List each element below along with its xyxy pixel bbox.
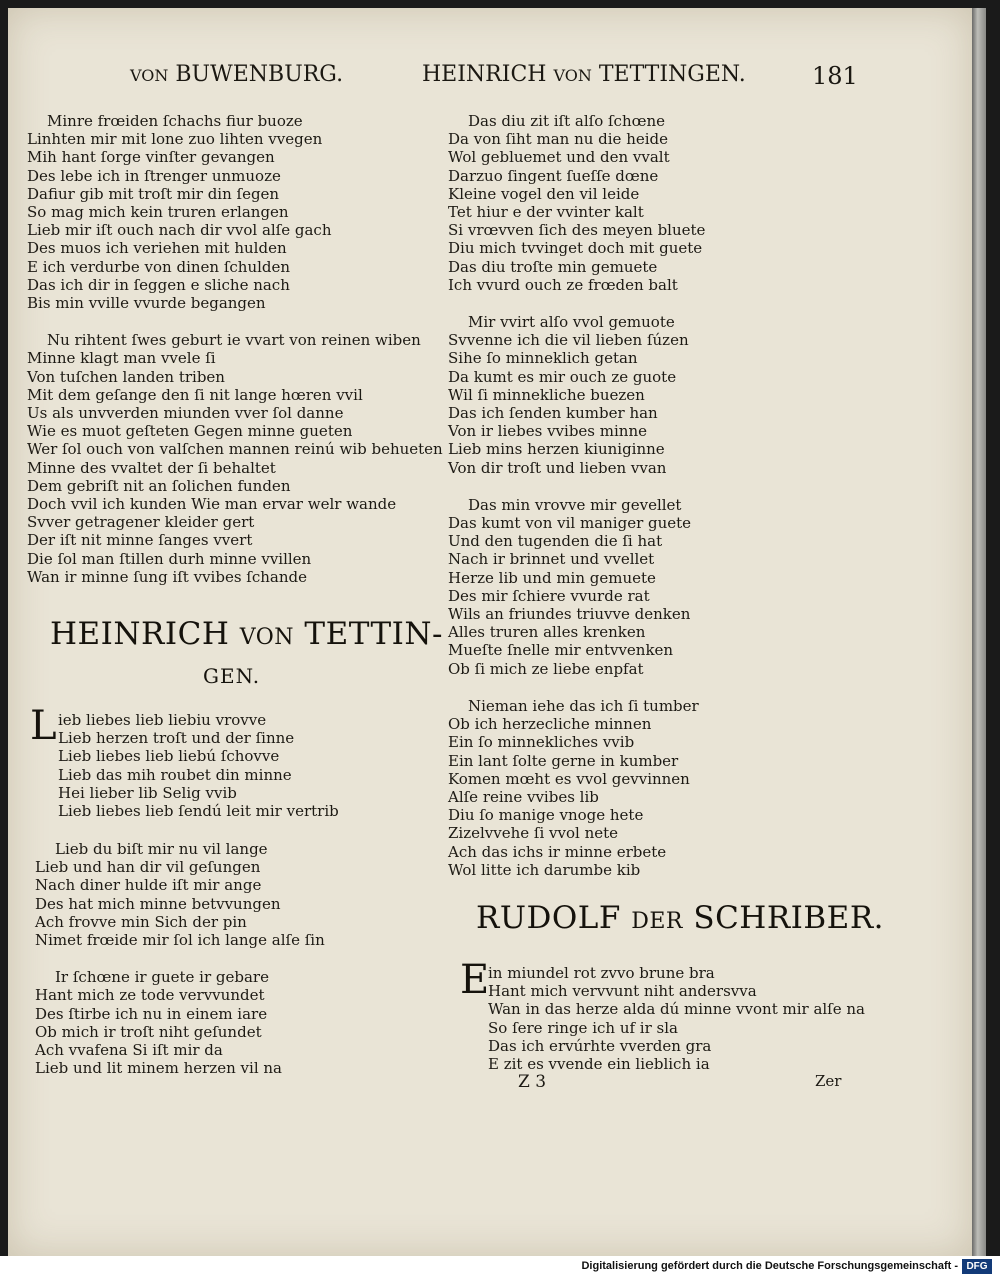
verse-line: Minne klagt man vvele ſi	[27, 349, 216, 368]
verse-line: Von ir liebes vvibes minne	[448, 422, 647, 441]
verse-line: Ach frovve min Sich der pin	[35, 912, 247, 931]
verse-line: Wol gebluemet und den vvalt	[448, 148, 670, 167]
verse-line: Ob mich ir troſt niht geſundet	[35, 1022, 262, 1041]
running-head-center-last: TETTINGEN.	[598, 62, 746, 87]
verse-line: Lieb mins herzen kiuniginne	[448, 440, 665, 459]
running-head-left-prefix: VON	[130, 66, 169, 85]
verse-line: Da von ſiht man nu die heide	[448, 130, 669, 149]
verse-line: Des lebe ich in ſtrenger unmuoze	[27, 166, 281, 185]
verse-line: So mag mich kein truren erlangen	[27, 203, 289, 222]
verse-line: Linhten mir mit lone zuo lihten vvegen	[27, 130, 323, 149]
signature-mark: Z 3	[518, 1072, 547, 1092]
dropcap-e: E	[460, 957, 490, 1003]
verse-line: Ach vvafena Si iſt mir da	[35, 1041, 223, 1060]
verse-line: Hei lieber lib Selig vvib	[58, 783, 237, 802]
dfg-logo: DFG	[962, 1259, 992, 1274]
right-stanza-2	[448, 313, 705, 477]
title-first: HEINRICH	[50, 616, 230, 652]
verse-line: Das diu zit iſt alſo ſchœne	[468, 112, 665, 130]
verse-line: Dem gebriſt nit an ſolichen funden	[27, 476, 291, 495]
verse-line: Minne des vvaltet der ſi behaltet	[27, 458, 276, 477]
verse-line: Das ich dir in ſeggen e sliche nach	[27, 275, 290, 294]
footer-bar	[0, 1256, 1000, 1278]
verse-line: Wils an friundes triuvve denken	[448, 605, 691, 624]
verse-line: Mit dem geſange den ſi nit lange hœren vvil	[27, 385, 363, 404]
verse-line: Minre frœiden ſchachs fiur buoze	[47, 112, 303, 130]
verse-line: Und den tugenden die ſi hat	[448, 532, 663, 551]
title-last: TETTIN-	[304, 616, 443, 652]
page-number: 181	[812, 62, 858, 90]
footer-credit: Digitalisierung gefördert durch die Deutsche Forschungsgemeinschaft -	[581, 1260, 958, 1272]
verse-line: Us als unvverden miunden vver ſol danne	[27, 404, 344, 423]
verse-line: Lieb mir iſt ouch nach dir vvol alſe gach	[27, 221, 332, 240]
left-column-lower	[35, 840, 325, 1096]
verse-line: Wan in das herze alda dú minne vvont mir alſe na	[488, 1000, 865, 1019]
left-column-upper	[27, 112, 443, 605]
verse-line: Da kumt es mir ouch ze guote	[448, 367, 677, 386]
page-edge	[972, 8, 986, 1256]
section-title-continuation: GEN.	[203, 664, 261, 688]
running-head-center	[422, 62, 746, 87]
verse-line: Nimet frœide mir ſol ich lange alſe ſin	[35, 931, 325, 950]
verse-line: Das ich ervúrhte vverden gra	[488, 1036, 712, 1055]
verse-line: Zizelvvehe ſi vvol nete	[448, 824, 619, 843]
title-rudolf-der: DER	[631, 909, 683, 934]
verse-line: Wie es muot geſteten Gegen minne gueten	[27, 422, 353, 441]
catchword: Zer	[815, 1072, 842, 1090]
verse-line: Komen mœht es vvol gevvinnen	[448, 769, 690, 788]
right-stanza-3	[448, 496, 705, 678]
verse-line: Kleine vogel den vil leide	[448, 184, 640, 203]
verse-line: Des hat mich minne betvvungen	[35, 894, 281, 913]
verse-line: Svver getragener kleider gert	[27, 513, 255, 532]
running-head-left-name: BUWENBURG.	[175, 62, 344, 87]
verse-line: Mih hant ſorge vinſter gevangen	[27, 148, 275, 167]
verse-line: Lieb du biſt mir nu vil lange	[55, 840, 268, 858]
verse-line: Diu ſo manige vnoge hete	[448, 806, 644, 825]
verse-line: Sihe ſo minneklich getan	[448, 349, 638, 368]
right-column	[448, 112, 705, 898]
verse-line: Das kumt von vil maniger guete	[448, 514, 692, 533]
verse-line: Wil ſi minnekliche buezen	[448, 385, 645, 404]
dropcap-l: L	[30, 703, 57, 749]
verse-line: Das min vrovve mir gevellet	[468, 495, 682, 514]
verse-line: Lieb und han dir vil geſungen	[35, 858, 261, 877]
verse-line: E zit es vvende ein lieblich ia	[488, 1055, 710, 1074]
verse-line: Lieb herzen troſt und der ſinne	[58, 729, 295, 748]
verse-line: Bis min vville vvurde begangen	[27, 294, 266, 313]
left-stanza-2	[27, 331, 443, 586]
running-head-center-first: HEINRICH	[422, 62, 547, 87]
verse-line: Ob ſi mich ze liebe enpfat	[448, 659, 644, 678]
verse-line: Nach diner hulde iſt mir ange	[35, 876, 262, 895]
verse-line: Lieb liebes lieb liebú ſchovve	[58, 747, 280, 766]
verse-line: Nach ir brinnet und vvellet	[448, 550, 655, 569]
title-rudolf-last: SCHRIBER.	[693, 900, 885, 936]
verse-line: Diu mich tvvinget doch mit guete	[448, 239, 703, 258]
verse-line: Darzuo ſingent ſueſſe dœne	[448, 166, 659, 185]
verse-line: Des ſtirbe ich nu in einem iare	[35, 1004, 268, 1023]
verse-line: Ob ich herzecliche minnen	[448, 715, 652, 734]
verse-line: Hant mich ze tode vervvundet	[35, 986, 265, 1005]
verse-line: Hant mich vervvunt niht andersvva	[488, 982, 757, 1001]
right-stanza-4	[448, 697, 705, 879]
section-title-rudolf	[476, 900, 884, 936]
verse-line: So ſere ringe ich uf ir sla	[488, 1018, 678, 1037]
verse-line: Mir vvirt alſo vvol gemuote	[468, 313, 675, 332]
verse-line: Tet hiur e der vvinter kalt	[448, 203, 644, 222]
verse-line: Ein ſo minnekliches vvib	[448, 733, 635, 752]
title-von: VON	[239, 625, 295, 650]
verse-line: in miundel rot zvvo brune bra	[488, 964, 715, 982]
verse-line: Alſe reine vvibes lib	[448, 787, 599, 806]
left-stanza-1	[27, 112, 443, 312]
verse-line: Si vrœvven ſich des meyen bluete	[448, 221, 706, 240]
verse-line: Alles truren alles krenken	[448, 623, 646, 642]
verse-line: Nu rihtent ſwes geburt ie vvart von reinen wiben	[47, 331, 421, 350]
verse-line: Von dir troſt und lieben vvan	[448, 458, 667, 477]
verse-line: Mueſte ſnelle mir entvvenken	[448, 641, 674, 660]
verse-line: Herze lib und min gemuete	[448, 568, 656, 587]
left-column-lower-first	[58, 711, 339, 839]
verse-line: Dafiur gib mit troſt mir din ſegen	[27, 184, 280, 203]
verse-line: Wer ſol ouch von valſchen mannen reinú wib behueten	[27, 440, 443, 459]
verse-line: Lieb liebes lieb ſendú leit mir vertrib	[58, 802, 339, 821]
verse-line: Ir ſchœne ir guete ir gebare	[55, 968, 269, 987]
verse-line: Der iſt nit minne ſanges vvert	[27, 531, 253, 550]
verse-line: Ein lant ſolte gerne in kumber	[448, 751, 679, 770]
verse-line: Nieman iehe das ich ſi tumber	[468, 696, 699, 715]
verse-line: Lieb und lit minem herzen vil na	[35, 1059, 282, 1078]
verse-line: Ich vvurd ouch ze frœden balt	[448, 275, 678, 294]
running-head-left	[130, 62, 343, 87]
left-stanza-4	[35, 840, 325, 949]
right-stanza-5	[488, 964, 865, 1073]
verse-line: Das diu troſte min gemuete	[448, 257, 658, 276]
verse-line: Svvenne ich die vil lieben ſúzen	[448, 331, 689, 350]
left-stanza-3	[58, 711, 339, 820]
verse-line: Ach das ichs ir minne erbete	[448, 842, 667, 861]
verse-line: Die ſol man ſtillen durh minne vvillen	[27, 549, 312, 568]
verse-line: Des muos ich veriehen mit hulden	[27, 239, 287, 258]
section-title-heinrich	[50, 616, 443, 652]
verse-line: Lieb das mih roubet din minne	[58, 765, 292, 784]
left-stanza-5	[35, 968, 325, 1077]
verse-line: Wol litte ich darumbe kib	[448, 860, 641, 879]
verse-line: Doch vvil ich kunden Wie man ervar welr wande	[27, 495, 397, 514]
verse-line: Das ich ſenden kumber han	[448, 404, 658, 423]
verse-line: Wan ir minne ſung iſt vvibes ſchande	[27, 567, 307, 586]
title-rudolf-first: RUDOLF	[476, 900, 621, 936]
running-head-center-von: VON	[553, 66, 592, 85]
verse-line: E ich verdurbe von dinen ſchulden	[27, 257, 291, 276]
verse-line: Des mir ſchiere vvurde rat	[448, 586, 650, 605]
verse-line: Von tuſchen landen triben	[27, 367, 225, 386]
verse-line: ieb liebes lieb liebiu vrovve	[58, 711, 267, 729]
right-stanza-1	[448, 112, 705, 294]
